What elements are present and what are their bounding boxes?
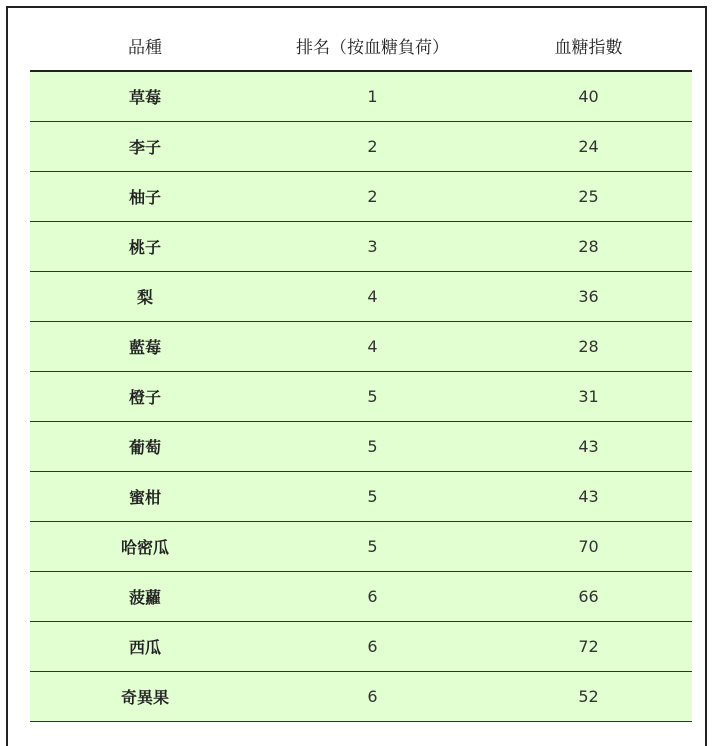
cell-rank: 4 bbox=[260, 272, 485, 322]
cell-rank: 6 bbox=[260, 672, 485, 722]
cell-glycemic-index: 24 bbox=[485, 122, 692, 172]
table-row bbox=[30, 322, 692, 372]
table-row bbox=[30, 71, 692, 122]
cell-rank: 6 bbox=[260, 622, 485, 672]
table-row bbox=[30, 472, 692, 522]
cell-variety: 橙子 bbox=[30, 372, 260, 422]
table-row bbox=[30, 672, 692, 722]
cell-glycemic-index: 28 bbox=[485, 322, 692, 372]
cell-variety: 蜜柑 bbox=[30, 472, 260, 522]
fruit-glycemic-table bbox=[30, 20, 692, 722]
cell-rank: 4 bbox=[260, 322, 485, 372]
cell-variety: 菠蘿 bbox=[30, 572, 260, 622]
cell-rank: 6 bbox=[260, 572, 485, 622]
table-frame bbox=[6, 6, 707, 746]
cell-variety: 奇異果 bbox=[30, 672, 260, 722]
table-row bbox=[30, 422, 692, 472]
cell-glycemic-index: 31 bbox=[485, 372, 692, 422]
cell-rank: 5 bbox=[260, 372, 485, 422]
header-glycemic-index: 血糖指數 bbox=[485, 20, 692, 71]
cell-glycemic-index: 43 bbox=[485, 472, 692, 522]
cell-glycemic-index: 43 bbox=[485, 422, 692, 472]
table-row bbox=[30, 622, 692, 672]
cell-rank: 5 bbox=[260, 472, 485, 522]
cell-variety: 西瓜 bbox=[30, 622, 260, 672]
header-variety: 品種 bbox=[30, 20, 260, 71]
cell-rank: 1 bbox=[260, 71, 485, 122]
cell-variety: 桃子 bbox=[30, 222, 260, 272]
table-row bbox=[30, 272, 692, 322]
cell-glycemic-index: 66 bbox=[485, 572, 692, 622]
cell-rank: 3 bbox=[260, 222, 485, 272]
table-row bbox=[30, 572, 692, 622]
cell-variety: 藍莓 bbox=[30, 322, 260, 372]
table-row bbox=[30, 122, 692, 172]
cell-glycemic-index: 28 bbox=[485, 222, 692, 272]
table-body bbox=[30, 71, 692, 722]
cell-glycemic-index: 36 bbox=[485, 272, 692, 322]
cell-variety: 草莓 bbox=[30, 71, 260, 122]
table-row bbox=[30, 372, 692, 422]
cell-glycemic-index: 40 bbox=[485, 71, 692, 122]
cell-glycemic-index: 25 bbox=[485, 172, 692, 222]
table-row bbox=[30, 172, 692, 222]
header-rank: 排名（按血糖負荷） bbox=[260, 20, 485, 71]
cell-rank: 2 bbox=[260, 122, 485, 172]
cell-variety: 葡萄 bbox=[30, 422, 260, 472]
table-row bbox=[30, 522, 692, 572]
cell-rank: 5 bbox=[260, 522, 485, 572]
cell-glycemic-index: 70 bbox=[485, 522, 692, 572]
cell-variety: 哈密瓜 bbox=[30, 522, 260, 572]
cell-rank: 5 bbox=[260, 422, 485, 472]
cell-glycemic-index: 72 bbox=[485, 622, 692, 672]
cell-variety: 梨 bbox=[30, 272, 260, 322]
table-header-row bbox=[30, 20, 692, 71]
cell-variety: 柚子 bbox=[30, 172, 260, 222]
cell-variety: 李子 bbox=[30, 122, 260, 172]
cell-glycemic-index: 52 bbox=[485, 672, 692, 722]
cell-rank: 2 bbox=[260, 172, 485, 222]
table-row bbox=[30, 222, 692, 272]
